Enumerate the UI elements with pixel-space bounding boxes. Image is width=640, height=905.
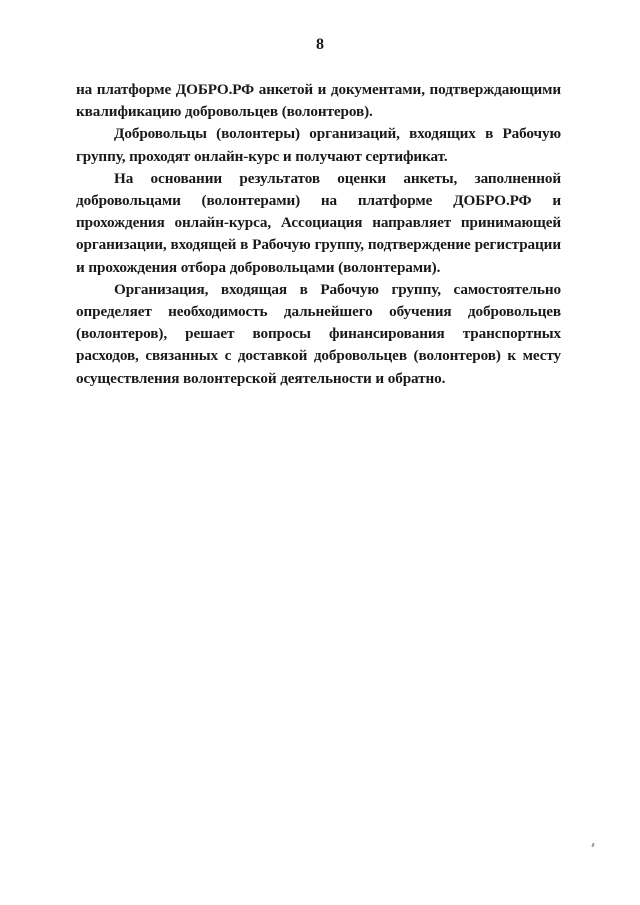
document-body <box>76 79 561 390</box>
paragraph-registration-confirmation: На основании результатов оценки анкеты, заполненной добровольцами (волонтерами) на платформе ДОБРО.РФ и прохождения онлайн-курса, Ассоциация направляет принимающей организации, входящей в Рабочую группу, подтверждение регистрации и прохождения отбора добровольцами (волонтерами). <box>76 169 561 276</box>
page-number: 8 <box>316 36 324 53</box>
paragraph-online-course: Добровольцы (волонтеры) организаций, входящих в Рабочую группу, проходят онлайн-курс и получают сертификат. <box>76 125 561 165</box>
scan-mark <box>591 843 594 847</box>
paragraph-continuation: на платформе ДОБРО.РФ анкетой и документами, подтверждающими квалификацию добровольцев (волонтеров). <box>76 81 561 121</box>
paragraph-organization-responsibilities: Организация, входящая в Рабочую группу, самостоятельно определяет необходимость дальнейшего обучения добровольцев (волонтеров), решает вопросы финансирования транспортных расходов, связанных с доставкой добровольцев (волонтеров) к месту осуществления волонтерской деятельности и обратно. <box>76 280 561 387</box>
